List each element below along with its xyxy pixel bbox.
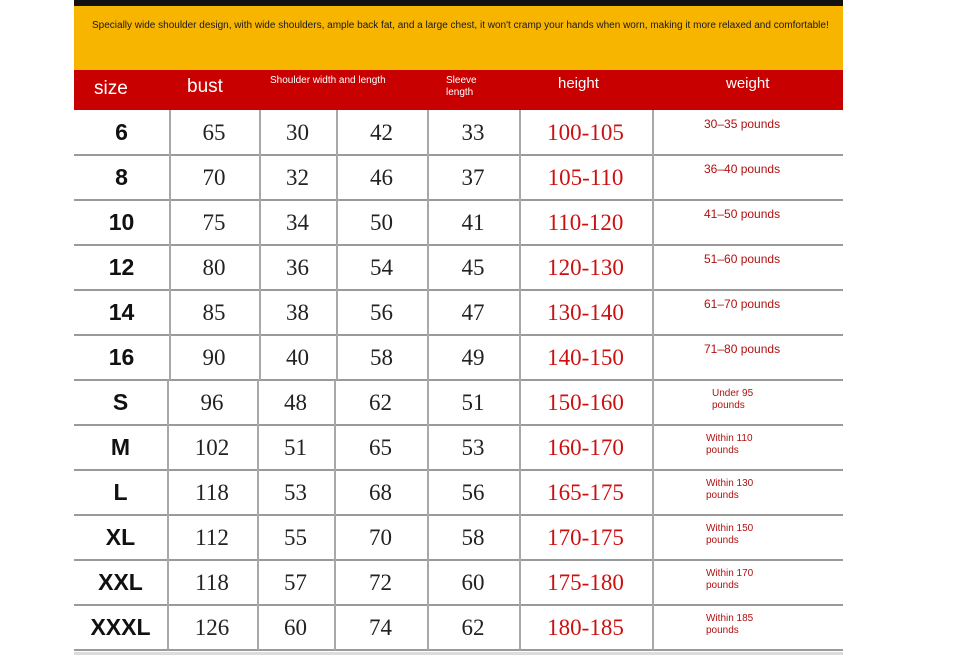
table-row: [74, 290, 843, 335]
cell-length: 65: [369, 434, 392, 460]
cell-bust: 102: [194, 434, 230, 460]
table-row: [74, 560, 843, 605]
cell-weight-line1: Within 185: [706, 613, 754, 624]
column-divider: [519, 245, 521, 290]
column-divider: [652, 290, 654, 335]
cell-height: 165-175: [547, 479, 624, 505]
cell-height: 160-170: [547, 434, 624, 460]
cell-size: 12: [108, 254, 135, 280]
cell-height: 100-105: [547, 119, 624, 145]
size-chart: [74, 0, 843, 652]
header-size: size: [94, 78, 128, 99]
cell-shoulder: 32: [286, 164, 309, 190]
cell-length: 72: [369, 569, 392, 595]
column-divider: [336, 245, 338, 290]
table-row: [74, 245, 843, 290]
column-divider: [427, 200, 429, 245]
column-divider: [427, 515, 429, 560]
cell-sleeve: 33: [461, 119, 485, 145]
cell-shoulder: 40: [286, 344, 309, 370]
column-divider: [259, 155, 261, 200]
column-divider: [652, 470, 654, 515]
cell-sleeve: 37: [461, 164, 485, 190]
cell-bust: 112: [195, 524, 229, 550]
cell-shoulder: 30: [286, 119, 309, 145]
header-bust: bust: [187, 76, 223, 97]
column-divider: [652, 515, 654, 560]
column-divider: [336, 290, 338, 335]
column-divider: [519, 335, 521, 380]
cell-bust: 90: [202, 344, 226, 370]
cell-shoulder: 36: [286, 254, 309, 280]
cell-size: 8: [115, 164, 128, 190]
cell-height: 150-160: [547, 389, 624, 415]
cell-weight: [712, 388, 753, 412]
cell-height: 110-120: [547, 209, 624, 235]
cell-length: 62: [369, 389, 392, 415]
cell-size: L: [113, 479, 128, 505]
column-divider: [334, 380, 336, 425]
table-row: [74, 380, 843, 425]
column-divider: [652, 425, 654, 470]
cell-size: S: [112, 389, 129, 415]
cell-length: 74: [369, 614, 392, 640]
column-divider: [257, 560, 259, 605]
cell-weight: [706, 433, 753, 457]
cell-weight: 41–50 pounds: [704, 207, 781, 221]
table-row: [74, 155, 843, 200]
column-divider: [257, 605, 259, 650]
column-divider: [334, 605, 336, 650]
description-text: Specially wide shoulder design, with wide shoulders, ample back fat, and a large chest, it won't cramp your hands when worn, making it more relaxed and comfortable!: [92, 20, 829, 31]
header-sleeve-length: [446, 75, 477, 115]
cell-bust: 96: [200, 389, 224, 415]
column-divider: [519, 560, 521, 605]
column-divider: [259, 200, 261, 245]
column-divider: [652, 110, 654, 155]
header-weight: weight: [726, 75, 770, 92]
column-divider: [652, 560, 654, 605]
column-divider: [652, 200, 654, 245]
cell-shoulder: 51: [284, 434, 307, 460]
cell-length: 54: [370, 254, 393, 280]
column-divider: [519, 515, 521, 560]
column-divider: [427, 605, 429, 650]
cell-weight: 36–40 pounds: [704, 162, 781, 176]
column-divider: [259, 290, 261, 335]
cell-height: 120-130: [547, 254, 624, 280]
cell-bust: 126: [194, 614, 230, 640]
column-divider: [519, 605, 521, 650]
cell-weight: 71–80 pounds: [704, 342, 781, 356]
cell-shoulder: 53: [284, 479, 307, 505]
cell-bust: 118: [195, 479, 229, 505]
column-divider: [169, 155, 171, 200]
column-divider: [652, 155, 654, 200]
cell-length: 58: [370, 344, 393, 370]
cell-length: 70: [369, 524, 392, 550]
column-divider: [169, 200, 171, 245]
header-height: height: [558, 75, 599, 92]
table-row: [74, 200, 843, 245]
header-shoulder-length: Shoulder width and length: [270, 75, 386, 86]
column-divider: [167, 605, 169, 650]
cell-size: XL: [105, 524, 136, 550]
table-row: [74, 515, 843, 560]
column-divider: [427, 290, 429, 335]
cell-height: 170-175: [547, 524, 624, 550]
column-divider: [519, 110, 521, 155]
cell-size: XXXL: [90, 614, 151, 640]
column-divider: [652, 245, 654, 290]
table-row: [74, 425, 843, 470]
row-divider: [74, 649, 843, 651]
column-divider: [259, 335, 261, 380]
cell-sleeve: 62: [461, 614, 485, 640]
column-divider: [519, 470, 521, 515]
cell-bust: 65: [202, 119, 226, 145]
table-row: [74, 605, 843, 650]
column-divider: [334, 560, 336, 605]
cell-sleeve: 47: [461, 299, 485, 325]
column-divider: [427, 110, 429, 155]
column-divider: [427, 470, 429, 515]
cell-sleeve: 45: [461, 254, 485, 280]
cell-weight: 61–70 pounds: [704, 297, 781, 311]
table-row: [74, 470, 843, 515]
cell-weight-line2: pounds: [712, 400, 745, 411]
cell-length: 46: [370, 164, 393, 190]
cell-weight-line2: pounds: [706, 625, 739, 636]
column-divider: [169, 110, 171, 155]
column-divider: [519, 200, 521, 245]
cell-weight-line1: Within 170: [706, 568, 754, 579]
cell-size: 14: [108, 299, 135, 325]
column-divider: [169, 290, 171, 335]
cell-weight: 30–35 pounds: [704, 117, 781, 131]
column-divider: [427, 245, 429, 290]
cell-height: 105-110: [547, 164, 624, 190]
cell-size: XXL: [98, 569, 143, 595]
column-divider: [519, 380, 521, 425]
cell-weight-line1: Within 110: [706, 433, 753, 444]
column-divider: [427, 155, 429, 200]
column-divider: [336, 335, 338, 380]
column-divider: [519, 155, 521, 200]
column-divider: [334, 515, 336, 560]
column-divider: [652, 335, 654, 380]
cell-length: 68: [369, 479, 392, 505]
cell-sleeve: 60: [461, 569, 485, 595]
cell-size: 10: [108, 209, 135, 235]
column-divider: [336, 155, 338, 200]
table-row: [74, 335, 843, 380]
column-divider: [167, 470, 169, 515]
cell-weight: [706, 523, 753, 547]
bottom-strip: [74, 652, 843, 655]
cell-weight-line1: Under 95: [712, 388, 754, 399]
cell-bust: 75: [202, 209, 226, 235]
column-divider: [259, 110, 261, 155]
column-divider: [652, 605, 654, 650]
column-divider: [427, 380, 429, 425]
column-divider: [167, 515, 169, 560]
column-divider: [257, 380, 259, 425]
cell-length: 42: [370, 119, 393, 145]
description-banner: [74, 6, 843, 70]
column-divider: [519, 425, 521, 470]
cell-bust: 85: [202, 299, 226, 325]
cell-sleeve: 41: [461, 209, 485, 235]
cell-weight: [706, 478, 753, 502]
column-divider: [257, 425, 259, 470]
column-divider: [334, 425, 336, 470]
cell-bust: 80: [202, 254, 226, 280]
column-divider: [257, 470, 259, 515]
cell-weight-line1: Within 150: [706, 523, 754, 534]
cell-size: 16: [108, 344, 135, 370]
cell-length: 50: [370, 209, 393, 235]
cell-sleeve: 56: [461, 479, 485, 505]
column-divider: [652, 380, 654, 425]
column-divider: [169, 335, 171, 380]
cell-weight: 51–60 pounds: [704, 252, 781, 266]
cell-size: M: [110, 434, 131, 460]
cell-shoulder: 48: [284, 389, 307, 415]
cell-shoulder: 60: [284, 614, 307, 640]
cell-weight-line2: pounds: [706, 445, 739, 456]
cell-weight-line1: Within 130: [706, 478, 754, 489]
column-divider: [167, 560, 169, 605]
column-divider: [427, 335, 429, 380]
cell-sleeve: 51: [461, 389, 485, 415]
cell-size: 6: [115, 119, 128, 145]
cell-bust: 70: [202, 164, 226, 190]
cell-height: 130-140: [547, 299, 624, 325]
cell-shoulder: 57: [284, 569, 307, 595]
cell-weight-line2: pounds: [706, 580, 739, 591]
cell-shoulder: 34: [286, 209, 309, 235]
cell-bust: 118: [195, 569, 229, 595]
column-divider: [519, 290, 521, 335]
column-divider: [167, 425, 169, 470]
cell-sleeve: 58: [461, 524, 485, 550]
cell-weight: [706, 568, 753, 592]
header-sleeve-line1: Sleeve: [446, 75, 477, 86]
cell-shoulder: 38: [286, 299, 309, 325]
column-divider: [427, 560, 429, 605]
column-divider: [167, 380, 169, 425]
column-divider: [334, 470, 336, 515]
cell-shoulder: 55: [284, 524, 307, 550]
cell-weight-line2: pounds: [706, 490, 739, 501]
cell-weight-line2: pounds: [706, 535, 739, 546]
column-divider: [257, 515, 259, 560]
header-sleeve-line2: length: [446, 87, 474, 98]
column-divider: [427, 425, 429, 470]
cell-height: 180-185: [547, 614, 624, 640]
column-divider: [336, 110, 338, 155]
cell-weight: [706, 613, 753, 637]
cell-sleeve: 53: [461, 434, 485, 460]
column-divider: [336, 200, 338, 245]
table-header: [74, 70, 843, 110]
table-row: [74, 110, 843, 155]
column-divider: [259, 245, 261, 290]
cell-length: 56: [370, 299, 393, 325]
cell-sleeve: 49: [461, 344, 485, 370]
cell-height: 175-180: [547, 569, 624, 595]
cell-height: 140-150: [547, 344, 624, 370]
column-divider: [169, 245, 171, 290]
